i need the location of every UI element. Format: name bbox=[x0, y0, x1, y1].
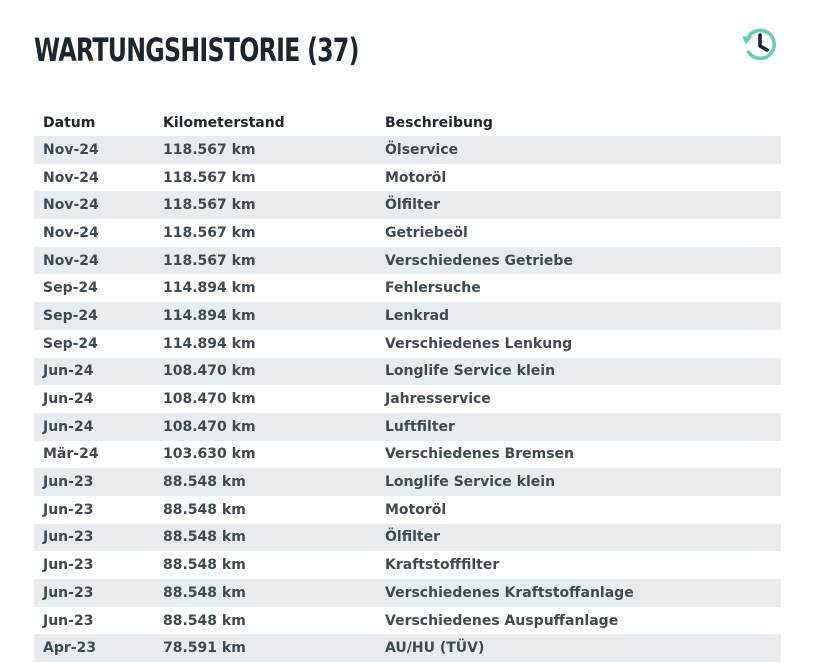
table-row bbox=[34, 164, 781, 192]
table-row bbox=[34, 607, 781, 635]
cell-date: Nov-24 bbox=[43, 141, 99, 158]
table-header bbox=[34, 109, 781, 136]
cell-mileage: 108.470 km bbox=[163, 363, 256, 380]
cell-date: Sep-24 bbox=[43, 335, 98, 352]
table-row bbox=[34, 358, 781, 386]
table-row bbox=[34, 524, 781, 552]
cell-mileage: 118.567 km bbox=[163, 169, 256, 186]
cell-date: Nov-24 bbox=[43, 197, 99, 214]
cell-description: Longlife Service klein bbox=[385, 363, 556, 380]
table-row bbox=[34, 496, 781, 524]
maintenance-table bbox=[34, 109, 781, 662]
cell-mileage: 88.548 km bbox=[163, 584, 246, 601]
cell-mileage: 103.630 km bbox=[163, 446, 256, 463]
cell-description: Motoröl bbox=[385, 501, 447, 518]
cell-mileage: 114.894 km bbox=[163, 335, 256, 352]
cell-description: Kraftstofffilter bbox=[385, 557, 500, 574]
table-row bbox=[34, 551, 781, 579]
cell-description: Verschiedenes Getriebe bbox=[385, 252, 573, 269]
cell-mileage: 118.567 km bbox=[163, 252, 256, 269]
table-row bbox=[34, 413, 781, 441]
table-row bbox=[34, 191, 781, 219]
table-row bbox=[34, 274, 781, 302]
cell-description: Verschiedenes Lenkung bbox=[385, 335, 573, 352]
table-row bbox=[34, 441, 781, 469]
cell-date: Jun-23 bbox=[43, 501, 94, 518]
cell-description: Jahresservice bbox=[385, 391, 491, 408]
table-row bbox=[34, 634, 781, 662]
cell-mileage: 108.470 km bbox=[163, 391, 256, 408]
cell-description: Ölfilter bbox=[385, 529, 440, 546]
cell-mileage: 88.548 km bbox=[163, 529, 246, 546]
cell-description: Ölservice bbox=[385, 141, 459, 158]
cell-mileage: 118.567 km bbox=[163, 224, 256, 241]
cell-mileage: 114.894 km bbox=[163, 280, 256, 297]
cell-date: Apr-23 bbox=[43, 640, 97, 657]
cell-mileage: 88.548 km bbox=[163, 557, 246, 574]
cell-date: Sep-24 bbox=[43, 280, 98, 297]
cell-date: Jun-24 bbox=[43, 363, 94, 380]
cell-date: Nov-24 bbox=[43, 252, 99, 269]
column-header-beschreibung: Beschreibung bbox=[385, 114, 493, 131]
cell-date: Jun-23 bbox=[43, 557, 94, 574]
cell-description: Motoröl bbox=[385, 169, 447, 186]
cell-date: Jun-23 bbox=[43, 474, 94, 491]
cell-mileage: 88.548 km bbox=[163, 612, 246, 629]
table-row bbox=[34, 302, 781, 330]
history-clock-icon[interactable] bbox=[740, 24, 780, 64]
cell-date: Jun-23 bbox=[43, 529, 94, 546]
cell-description: Longlife Service klein bbox=[385, 474, 556, 491]
cell-date: Jun-23 bbox=[43, 612, 94, 629]
cell-description: Fehlersuche bbox=[385, 280, 481, 297]
table-row bbox=[34, 247, 781, 275]
cell-mileage: 118.567 km bbox=[163, 197, 256, 214]
column-header-kilometerstand: Kilometerstand bbox=[163, 114, 285, 131]
cell-description: Lenkrad bbox=[385, 307, 450, 324]
page-title: WARTUNGSHISTORIE (37) bbox=[34, 31, 359, 69]
cell-date: Jun-24 bbox=[43, 391, 94, 408]
cell-mileage: 118.567 km bbox=[163, 141, 256, 158]
cell-description: AU/HU (TÜV) bbox=[385, 640, 485, 657]
table-row bbox=[34, 330, 781, 358]
cell-date: Nov-24 bbox=[43, 224, 99, 241]
table-row bbox=[34, 219, 781, 247]
cell-mileage: 88.548 km bbox=[163, 474, 246, 491]
cell-description: Luftfilter bbox=[385, 418, 455, 435]
cell-mileage: 108.470 km bbox=[163, 418, 256, 435]
cell-mileage: 88.548 km bbox=[163, 501, 246, 518]
table-row bbox=[34, 579, 781, 607]
cell-date: Jun-24 bbox=[43, 418, 94, 435]
cell-description: Getriebeöl bbox=[385, 224, 468, 241]
table-row bbox=[34, 385, 781, 413]
cell-description: Verschiedenes Kraftstoffanlage bbox=[385, 584, 634, 601]
cell-description: Ölfilter bbox=[385, 197, 440, 214]
cell-description: Verschiedenes Bremsen bbox=[385, 446, 574, 463]
cell-date: Sep-24 bbox=[43, 307, 98, 324]
cell-mileage: 78.591 km bbox=[163, 640, 246, 657]
table-row bbox=[34, 136, 781, 164]
cell-date: Mär-24 bbox=[43, 446, 99, 463]
column-header-datum: Datum bbox=[43, 114, 96, 131]
table-row bbox=[34, 468, 781, 496]
cell-mileage: 114.894 km bbox=[163, 307, 256, 324]
cell-date: Nov-24 bbox=[43, 169, 99, 186]
cell-date: Jun-23 bbox=[43, 584, 94, 601]
cell-description: Verschiedenes Auspuffanlage bbox=[385, 612, 619, 629]
